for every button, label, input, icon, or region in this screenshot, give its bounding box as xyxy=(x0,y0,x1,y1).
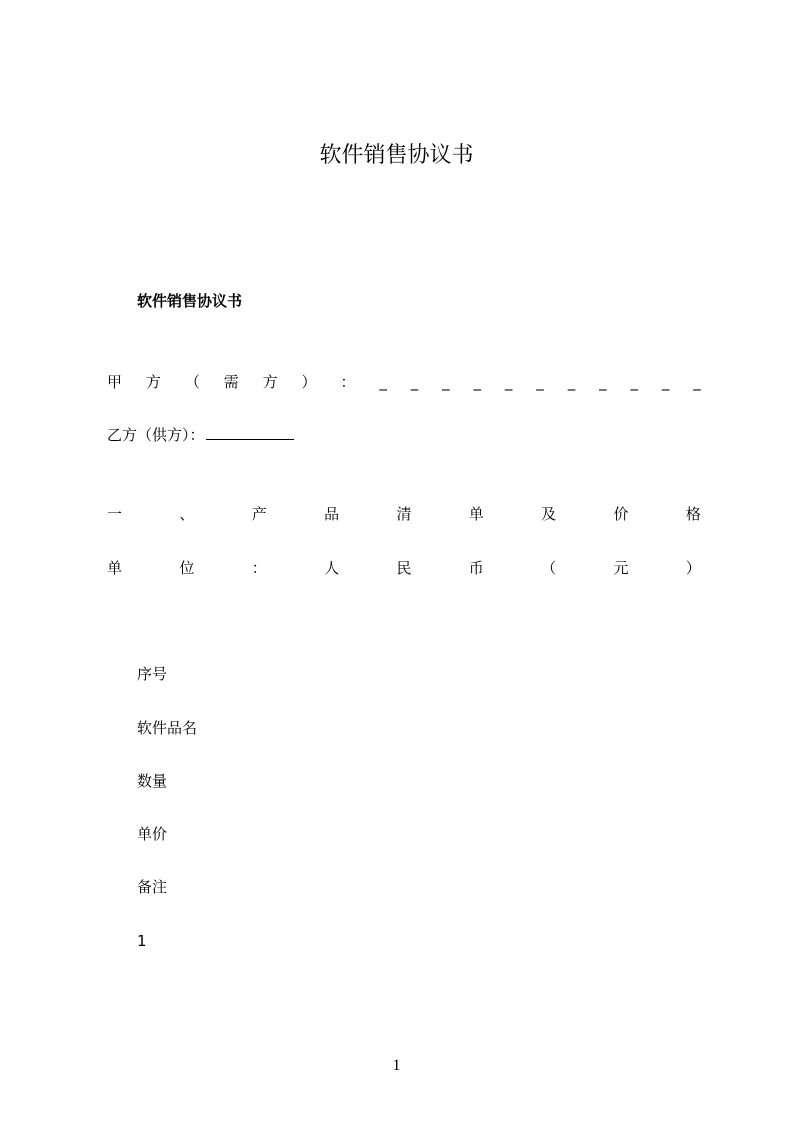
unit-char: 人 xyxy=(324,559,340,577)
list-item-serial-number: 序号 xyxy=(137,665,168,683)
section-char: 单 xyxy=(468,505,484,523)
section-char: 产 xyxy=(251,505,267,523)
unit-char: （ xyxy=(541,559,557,577)
party-a-blank: _ xyxy=(442,373,450,391)
unit-char: 单 xyxy=(107,559,123,577)
party-a-char: 方 xyxy=(262,373,278,391)
party-a-char: ） xyxy=(301,373,317,391)
unit-char: ） xyxy=(685,559,701,577)
party-a-char: 甲 xyxy=(107,373,123,391)
section-char: 价 xyxy=(613,505,629,523)
unit-char: 元 xyxy=(613,559,629,577)
unit-char: 民 xyxy=(396,559,412,577)
unit-char: 位 xyxy=(179,559,195,577)
section-heading-product-list xyxy=(107,503,701,525)
section-char: 品 xyxy=(324,505,340,523)
unit-line xyxy=(107,557,701,579)
unit-char: ： xyxy=(251,559,267,577)
section-char: 、 xyxy=(179,505,195,523)
party-a-blank: _ xyxy=(504,373,513,391)
party-b-blank xyxy=(206,425,294,440)
party-a-blank: _ xyxy=(536,373,544,391)
unit-char: 币 xyxy=(468,559,484,577)
party-a-char: 需 xyxy=(223,373,239,391)
document-title: 软件销售协议书 xyxy=(319,143,474,168)
party-a-blank: _ xyxy=(379,373,387,391)
party-a-blank: _ xyxy=(599,373,607,391)
document-subtitle: 软件销售协议书 xyxy=(137,292,243,310)
party-a-char: ： xyxy=(340,373,356,391)
party-a-line xyxy=(107,371,701,393)
section-char: 一 xyxy=(107,505,123,523)
party-a-blank: _ xyxy=(661,373,670,391)
party-a-blank: _ xyxy=(567,373,576,391)
list-item-unit-price: 单价 xyxy=(137,825,168,843)
party-a-blank: _ xyxy=(630,373,638,391)
party-a-blank: _ xyxy=(473,373,482,391)
list-item-quantity: 数量 xyxy=(137,772,168,790)
party-b-line xyxy=(107,424,294,446)
list-item-row-one: 1 xyxy=(137,932,147,950)
page-number: 1 xyxy=(392,1057,401,1074)
party-a-char: 方 xyxy=(145,373,161,391)
party-a-blank: _ xyxy=(410,373,419,391)
section-char: 及 xyxy=(541,505,557,523)
section-char: 清 xyxy=(396,505,412,523)
party-b-label: 乙方（供方）： xyxy=(107,426,205,444)
party-a-char: （ xyxy=(184,373,200,391)
list-item-remarks: 备注 xyxy=(137,878,168,896)
section-char: 格 xyxy=(685,505,701,523)
list-item-software-name: 软件品名 xyxy=(137,719,198,737)
party-a-blank: _ xyxy=(693,373,701,391)
